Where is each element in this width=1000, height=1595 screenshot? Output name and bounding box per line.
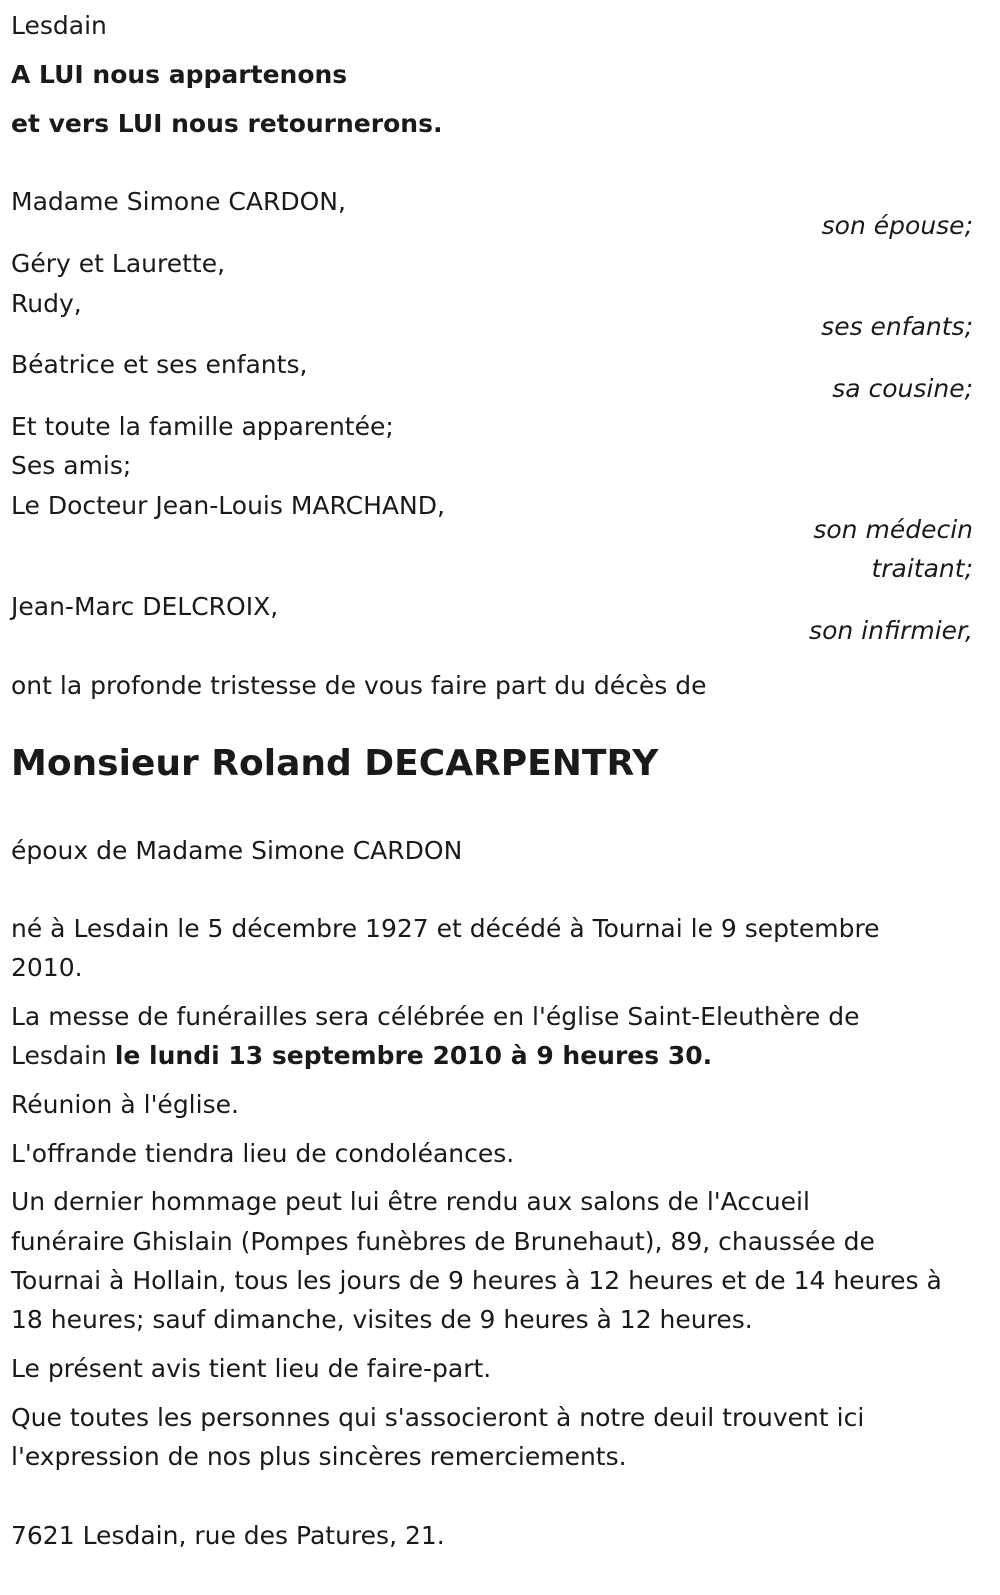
tribute-line-3: Tournai à Hollain, tous les jours de 9 heures à 12 heures et de 14 heures à [11, 1266, 942, 1295]
mass-line-1: La messe de funérailles sera célébrée en l'église Saint-Eleuthère de [11, 1002, 860, 1031]
address: 7621 Lesdain, rue des Patures, 21. [11, 1521, 445, 1550]
mass-date-time: le lundi 13 septembre 2010 à 9 heures 30. [114, 1041, 713, 1070]
cousin-name: Béatrice et ses enfants, [11, 350, 308, 379]
doctor-role-line-1: son médecin [813, 515, 973, 544]
spouse-role: son épouse; [821, 211, 973, 240]
thanks-line-2: l'expression de nos plus sincères remerciements. [11, 1442, 627, 1471]
notice-text: Le présent avis tient lieu de faire-part. [11, 1354, 492, 1383]
place-heading: Lesdain [11, 11, 107, 40]
extended-family: Et toute la famille apparentée; [11, 412, 394, 441]
spouse-name: Madame Simone CARDON, [11, 187, 346, 216]
offering-info: L'offrande tiendra lieu de condoléances. [11, 1139, 515, 1168]
meeting-info: Réunion à l'église. [11, 1090, 239, 1119]
child-name-1: Géry et Laurette, [11, 249, 226, 278]
verse-line-2: et vers LUI nous retournerons. [11, 109, 443, 138]
mass-line-2 [11, 1036, 712, 1075]
nurse-name: Jean-Marc DELCROIX, [11, 592, 279, 621]
spouse-of: époux de Madame Simone CARDON [11, 836, 463, 865]
deceased-name: Monsieur Roland DECARPENTRY [11, 743, 659, 784]
tribute-line-2: funéraire Ghislain (Pompes funèbres de Brunehaut), 89, chaussée de [11, 1227, 875, 1256]
birth-death-line-1: né à Lesdain le 5 décembre 1927 et décédé à Tournai le 9 septembre [11, 914, 880, 943]
cousin-role: sa cousine; [832, 374, 973, 403]
birth-death-line-2: 2010. [11, 953, 83, 982]
child-name-2: Rudy, [11, 289, 82, 318]
announcement-intro: ont la profonde tristesse de vous faire part du décès de [11, 671, 707, 700]
children-role: ses enfants; [821, 312, 973, 341]
nurse-role: son infirmier, [809, 616, 973, 645]
verse-line-1: A LUI nous appartenons [11, 60, 348, 89]
tribute-line-1: Un dernier hommage peut lui être rendu aux salons de l'Accueil [11, 1187, 810, 1216]
thanks-line-1: Que toutes les personnes qui s'associeront à notre deuil trouvent ici [11, 1403, 865, 1432]
doctor-role-line-2: traitant; [871, 554, 973, 583]
tribute-line-4: 18 heures; sauf dimanche, visites de 9 heures à 12 heures. [11, 1305, 753, 1334]
friends: Ses amis; [11, 451, 132, 480]
mass-location: Lesdain [11, 1041, 107, 1070]
doctor-name: Le Docteur Jean-Louis MARCHAND, [11, 491, 445, 520]
